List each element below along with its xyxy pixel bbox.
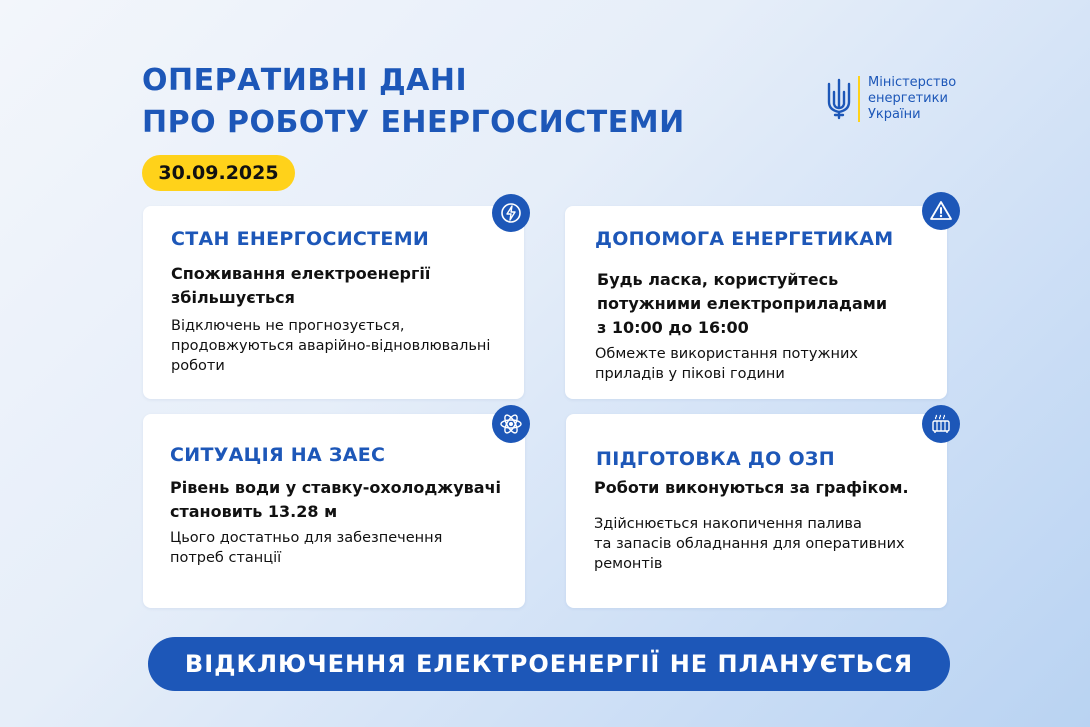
card-title: СИТУАЦІЯ НА ЗАЕС — [170, 444, 386, 466]
card-sub — [170, 528, 442, 568]
ministry-name — [868, 75, 956, 123]
card-sub-line: продовжуються аварійно-відновлювальні — [171, 338, 491, 354]
card-lead-line: потужними електроприладами — [597, 294, 888, 313]
card-sub-line: Обмежте використання потужних — [595, 346, 859, 362]
card-sub-line: Здійснюється накопичення палива — [594, 516, 862, 532]
warning-icon — [922, 192, 960, 230]
card-lead-line: збільшується — [171, 288, 295, 307]
card-heating-season-preparation — [566, 414, 947, 608]
card-energy-system-status — [143, 206, 524, 399]
no-outages-banner: ВІДКЛЮЧЕННЯ ЕЛЕКТРОЕНЕРГІЇ НЕ ПЛАНУЄТЬСЯ — [148, 637, 950, 691]
radiator-icon — [922, 405, 960, 443]
card-lead — [170, 476, 501, 524]
card-sub-line: та запасів обладнання для оперативних — [594, 536, 905, 552]
card-title: ПІДГОТОВКА ДО ОЗП — [596, 448, 835, 470]
card-lead-line: Будь ласка, користуйтесь — [597, 270, 839, 289]
card-sub-line: потреб станції — [170, 550, 282, 566]
card-sub-line: Цього достатньо для забезпечення — [170, 530, 443, 546]
card-lead — [594, 476, 909, 500]
trident-icon — [826, 78, 852, 120]
card-sub — [594, 514, 905, 574]
card-lead-line: Споживання електроенергії — [171, 264, 431, 283]
ministry-name-line-3: України — [868, 107, 921, 122]
date-badge: 30.09.2025 — [142, 155, 295, 191]
card-sub-line: ремонтів — [594, 556, 663, 572]
card-zaes-situation — [143, 414, 525, 608]
card-lead-line: Рівень води у ставку-охолоджувачі — [170, 478, 502, 497]
logo-divider — [858, 76, 860, 122]
card-lead-line: з 10:00 до 16:00 — [597, 318, 749, 337]
card-title: ДОПОМОГА ЕНЕРГЕТИКАМ — [595, 228, 894, 250]
card-lead — [171, 262, 430, 310]
atom-icon — [492, 405, 530, 443]
card-sub — [595, 344, 858, 384]
card-sub-line: Відключень не прогнозується, — [171, 318, 405, 334]
ministry-logo — [826, 73, 956, 125]
energy-plug-icon — [492, 194, 530, 232]
card-title: СТАН ЕНЕРГОСИСТЕМИ — [171, 228, 430, 250]
card-sub-line: роботи — [171, 358, 225, 374]
ministry-name-line-1: Міністерство — [868, 75, 957, 90]
card-sub — [171, 316, 490, 376]
ministry-name-line-2: енергетики — [868, 91, 948, 106]
page-title — [142, 60, 685, 144]
card-lead — [597, 268, 887, 340]
page-title-line-2: ПРО РОБОТУ ЕНЕРГОСИСТЕМИ — [142, 105, 685, 140]
page-title-line-1: ОПЕРАТИВНІ ДАНІ — [142, 63, 468, 98]
card-sub-line: приладів у пікові години — [595, 366, 785, 382]
card-lead-line: Роботи виконуються за графіком. — [594, 478, 909, 497]
card-help-energy-workers — [565, 206, 947, 399]
card-lead-line: становить 13.28 м — [170, 502, 338, 521]
